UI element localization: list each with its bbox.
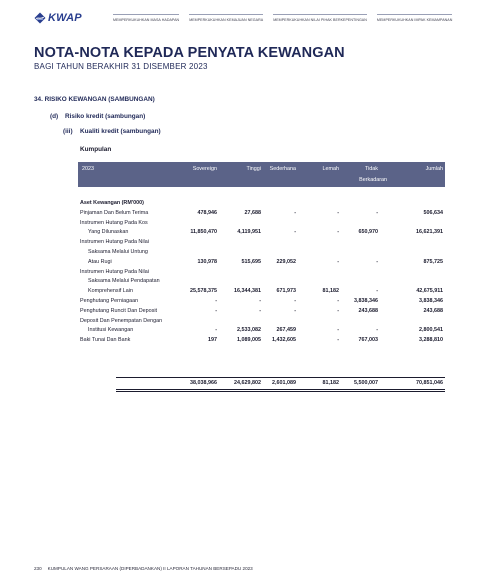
total-rule-bottom-double [116,391,445,392]
row-label: Penghutang Runcit Dan Deposit [80,307,158,314]
page-title: NOTA-NOTA KEPADA PENYATA KEWANGAN [34,45,345,61]
kwap-logo-icon [34,12,46,24]
row-label: Saksama Melalui Pendapatan [88,278,160,285]
header-year: 2023 [82,166,94,172]
cell-jumlah: 243,688 [423,307,443,314]
cell-sovereign: 25,578,375 [190,288,217,295]
cell-sederhana: 229,052 [276,258,296,265]
total-tidak-berkadaran: 5,500,007 [354,380,378,386]
cell-lemah: - [337,297,339,304]
cell-tidak-berkadaran: - [376,327,378,334]
subsection-number-d: (d) [50,113,59,120]
row-label: Pinjaman Dan Belum Terima [80,209,149,216]
cell-lemah: - [337,258,339,265]
table-row [78,317,445,327]
page-footer [34,566,253,571]
row-label: Instrumen Hutang Pada Nilai [80,268,149,275]
row-label: Penghutang Perniagaan [80,297,139,304]
subsection-number-iii: (iii) [63,128,73,135]
section-heading: 34. RISIKO KEWANGAN (SAMBUNGAN) [34,96,155,103]
cell-jumlah: 3,838,346 [419,297,443,304]
table-row [78,219,445,229]
cell-tidak-berkadaran: - [376,258,378,265]
nav-item-kemajuan-negara[interactable]: MEMPERKUKUHKAN KEMAJUAN NEGARA [189,14,263,22]
cell-sederhana: - [294,229,296,236]
subsection-heading-d [50,113,145,120]
table-row [78,199,445,209]
table-row [78,277,445,287]
cell-sovereign: 130,978 [197,258,217,265]
table-body [78,199,445,346]
cell-sederhana: - [294,209,296,216]
cell-tidak-berkadaran: - [376,288,378,295]
logo-text: KWAP [48,12,82,24]
cell-jumlah: 2,800,541 [419,327,443,334]
row-label: Instrumen Hutang Pada Kos [80,219,148,226]
footer-text: KUMPULAN WANG PERSARAAN (DIPERBADANKAN) II LAPORAN TAHUNAN BERSEPADU 2023 [47,566,253,571]
total-jumlah: 70,851,046 [416,380,443,386]
table-row [78,258,445,268]
cell-tinggi: - [259,307,261,314]
cell-tidak-berkadaran: 650,970 [358,229,378,236]
row-label: Atau Rugi [88,258,112,265]
cell-lemah: - [337,209,339,216]
cell-tinggi: 27,688 [244,209,261,216]
header-tidak: Tidak [365,166,378,172]
group-label: Kumpulan [80,146,112,153]
cell-sovereign: - [215,297,217,304]
table-total-row [78,379,445,389]
cell-sederhana: 267,459 [276,327,296,334]
header-sovereign: Sovereign [192,166,217,172]
cell-sovereign: - [215,327,217,334]
header-lemah: Lemah [322,166,339,172]
nav-item-impak-kemampanan[interactable]: MEMPERKUKUHKAN IMPAK KEMAMPANAN [377,14,453,22]
cell-jumlah: 875,725 [423,258,443,265]
table-row [78,209,445,219]
cell-sovereign: - [215,307,217,314]
row-label: Komprehensif Lain [88,288,133,295]
total-tinggi: 24,629,802 [234,380,261,386]
cell-lemah: - [337,307,339,314]
cell-tidak-berkadaran: 767,003 [358,337,378,344]
cell-tidak-berkadaran: 243,688 [358,307,378,314]
cell-jumlah: 42,675,911 [416,288,443,295]
row-label: Instrumen Hutang Pada Nilai [80,239,149,246]
cell-tinggi: 515,695 [241,258,261,265]
cell-lemah: - [337,327,339,334]
table-row [78,336,445,346]
header-sederhana: Sederhana [269,166,296,172]
row-label: Aset Kewangan (RM'000) [80,200,144,206]
cell-lemah: 81,182 [322,288,339,295]
cell-lemah: - [337,229,339,236]
header-nav [113,14,460,22]
cell-sederhana: - [294,297,296,304]
subsection-title-iii: Kualiti kredit (sambungan) [80,128,161,135]
cell-lemah: - [337,337,339,344]
kwap-logo [34,12,82,24]
cell-tinggi: 16,344,381 [234,288,261,295]
row-label: Baki Tunai Dan Bank [80,337,131,344]
table-row [78,268,445,278]
subsection-title-d: Risiko kredit (sambungan) [65,113,146,120]
cell-jumlah: 3,288,810 [419,337,443,344]
cell-tinggi: 2,533,082 [237,327,261,334]
cell-tinggi: 4,119,951 [237,229,261,236]
table-row [78,307,445,317]
cell-jumlah: 16,621,391 [416,229,443,236]
table-row [78,238,445,248]
cell-tinggi: 1,089,005 [237,337,261,344]
cell-sederhana: 1,432,605 [272,337,296,344]
cell-tidak-berkadaran: - [376,209,378,216]
cell-sederhana: 671,973 [276,288,296,295]
nav-item-nilai-pihak[interactable]: MEMPERKUKUHKAN NILAI PIHAK BERKEPENTINGAN [273,14,367,22]
row-label: Yang Dilunaskan [88,229,129,236]
cell-sovereign: 197 [208,337,217,344]
page-number: 230 [34,566,42,571]
table-header [78,162,445,187]
page-subtitle: BAGI TAHUN BERAKHIR 31 DISEMBER 2023 [34,62,208,71]
cell-tinggi: - [259,297,261,304]
subsection-heading-iii [63,128,161,135]
table-row [78,248,445,258]
row-label: Institusi Kewangan [88,327,134,334]
cell-sovereign: 11,850,470 [190,229,217,236]
header-tinggi: Tinggi [246,166,261,172]
table-row [78,326,445,336]
total-sederhana: 2,601,089 [272,380,296,386]
nav-item-masa-hadapan[interactable]: MEMPERKUKUHKAN MASA HADAPAN [113,14,179,22]
row-label: Saksama Melalui Untung [88,248,148,255]
row-label: Deposit Dan Penempatan Dengan [80,317,163,324]
cell-sederhana: - [294,307,296,314]
table-row [78,287,445,297]
total-lemah: 81,182 [322,380,339,386]
header-berkadaran: Berkadaran [359,177,387,183]
cell-tidak-berkadaran: 3,838,346 [354,297,378,304]
page-header [0,0,480,36]
header-jumlah: Jumlah [425,166,443,172]
total-rule-top [116,377,445,378]
total-sovereign: 38,038,966 [190,380,217,386]
cell-sovereign: 478,946 [197,209,217,216]
table-row [78,297,445,307]
table-row [78,228,445,238]
cell-jumlah: 506,634 [423,209,443,216]
